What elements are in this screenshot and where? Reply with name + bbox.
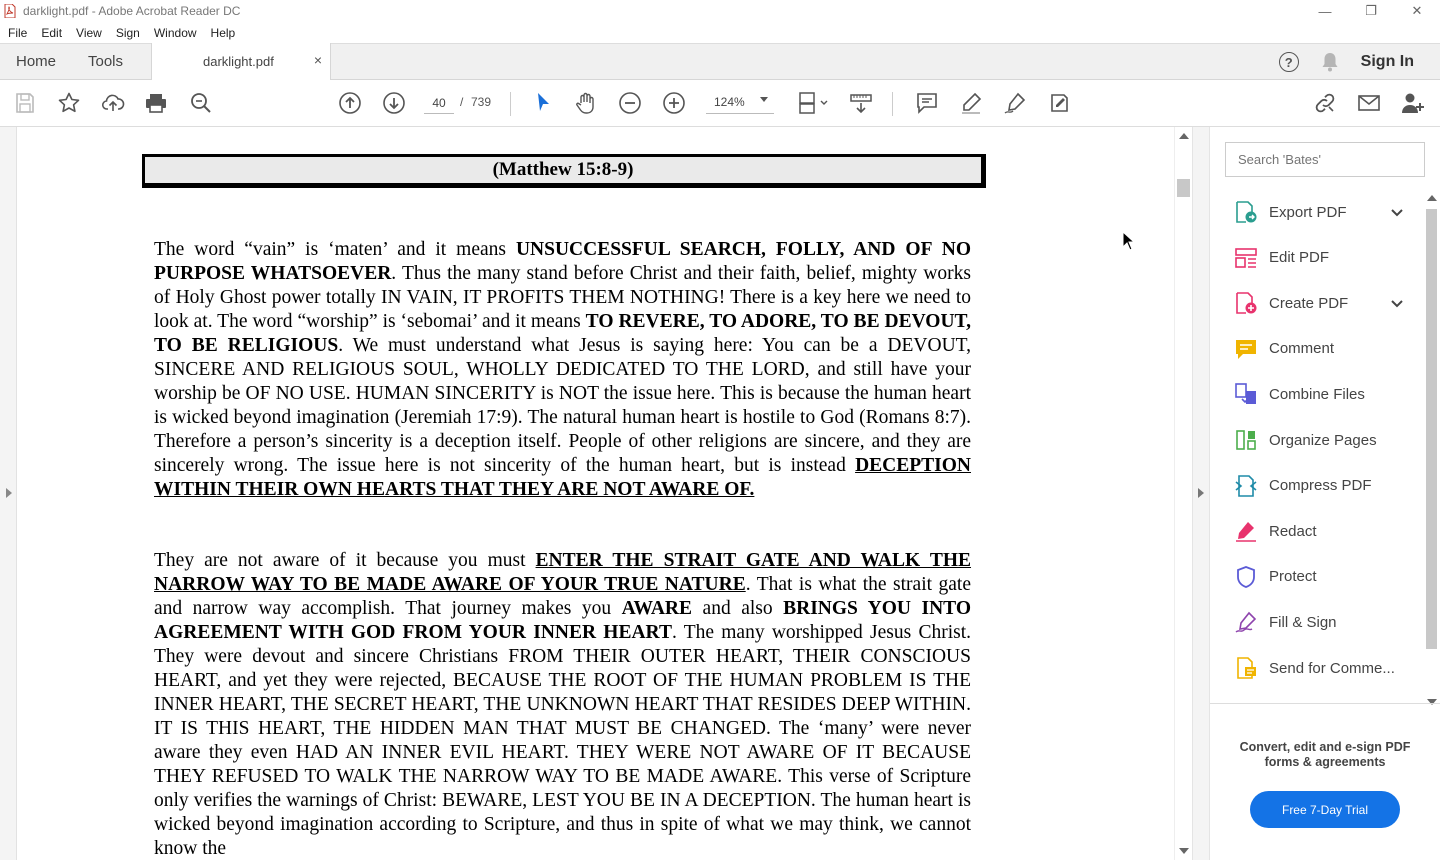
tool-item-redact[interactable] [1234,516,1414,546]
share-link-icon[interactable] [1312,90,1338,116]
scroll-mode-icon[interactable] [848,90,874,116]
text-run: The word “vain” is ‘maten’ and it means [154,239,516,260]
toolbar-divider [892,92,893,116]
chevron-down-icon[interactable] [1390,296,1404,313]
menu-edit[interactable]: Edit [41,25,63,40]
combine-files-icon [1234,382,1258,406]
search-zoom-icon[interactable] [188,90,214,116]
tool-item-label: Edit PDF [1269,249,1330,267]
tool-item-label: Compress PDF [1269,477,1372,495]
tool-item-label: Comment [1269,340,1335,358]
chevron-down-icon[interactable] [1390,205,1404,222]
compress-pdf-icon [1234,474,1258,498]
minimize-button[interactable]: — [1318,3,1332,19]
bold-text-run: AWARE [621,598,693,619]
underlined-text-run: DECEPTION WITHIN THEIR OWN HEARTS THAT THEY ARE NOT AWARE OF. [154,455,971,500]
tools-search-input[interactable] [1225,142,1425,177]
restore-button[interactable]: ❐ [1365,3,1377,18]
zoom-out-icon[interactable] [617,90,643,116]
tool-item-organize-pages[interactable] [1234,425,1414,455]
export-pdf-icon [1234,200,1258,224]
right-pane-toggle[interactable] [1192,127,1210,860]
chevron-down-icon [760,97,768,102]
menu-window[interactable]: Window [153,25,197,40]
tab-bar [0,43,1440,80]
zoom-in-icon[interactable] [661,90,687,116]
document-paragraph-2 [154,549,971,860]
collapse-right-pane-icon [1198,488,1204,498]
comment-note-icon[interactable] [914,90,940,116]
scripture-reference-box: (Matthew 15:8-9) [142,154,986,188]
page-total: 739 [471,95,492,109]
page-number-input[interactable] [424,92,454,114]
tool-item-protect[interactable] [1234,562,1414,592]
upload-cloud-icon[interactable] [100,90,126,116]
edit-pdf-icon [1234,246,1258,270]
tool-item-label: Organize Pages [1269,431,1377,449]
left-panel-toggle[interactable] [0,127,17,860]
menu-bar [0,22,1440,43]
scroll-thumb[interactable] [1177,179,1190,197]
mouse-cursor-icon [1122,231,1136,251]
close-tab-icon[interactable]: × [313,52,322,68]
pdf-page [18,127,1174,860]
toolbar-divider [510,92,511,116]
edit-share-icon[interactable] [1046,90,1072,116]
save-icon[interactable] [12,90,38,116]
protect-icon [1234,565,1258,589]
scroll-up-arrow-icon[interactable] [1427,195,1437,201]
tool-item-create-pdf[interactable] [1234,288,1414,318]
text-run: . We must understand what Jesus is saying here: You can be a DEVOUT, SINCERE AND RELIGIOUS SOUL, WHOLLY DEDICATED TO THE LORD, and still have your worship be OF NO USE. HUMAN SINCERITY is NOT the issue here. This is because the human heart is wicked beyond imagination (Jeremiah 17:9). The natural human heart is hostile to God (Romans 8:7). Therefore a person’s sincerity is a deception itself. People of other religions are sincere, and they are sincerely wrong. The issue here is not sincerity of the human heart, but is instead [154,335,972,476]
email-icon[interactable] [1356,90,1382,116]
notification-bell-icon[interactable] [1321,52,1339,72]
menu-sign[interactable]: Sign [115,25,140,40]
tab-tools[interactable]: Tools [88,53,124,70]
tool-item-compress-pdf[interactable] [1234,471,1414,501]
tool-item-edit-pdf[interactable] [1234,243,1414,273]
menu-view[interactable]: View [76,25,102,40]
text-run: They are not aware of it because you must [154,550,536,571]
tab-bar-right [1279,44,1440,80]
window-title: darklight.pdf - Adobe Acrobat Reader DC [23,4,241,18]
expand-left-panel-icon [6,488,12,498]
tab-home[interactable]: Home [16,53,57,70]
bold-text-run: TO REVERE, TO ADORE, TO BE DEVOUT, TO BE RELIGIOUS [154,311,971,356]
title-bar [0,0,1440,22]
text-run: and also [692,598,784,619]
text-run: . That is what the strait gate and narrow way accomplish. That journey makes you [154,574,971,619]
tool-item-label: Create PDF [1269,294,1349,312]
highlight-pen-icon[interactable] [958,90,984,116]
tool-item-send-for-comment[interactable] [1234,653,1414,683]
bookmark-star-icon[interactable] [56,90,82,116]
free-trial-button[interactable]: Free 7-Day Trial [1250,791,1400,828]
document-vertical-scrollbar[interactable] [1174,127,1192,860]
text-run: . The many worshipped Jesus Christ. They were devout and sincere Christians FROM THEIR OUTER HEART, THEIR CONSCIOUS HEART, and yet they were rejected, BECAUSE THE ROOT OF THE HUMAN PROBLEM IS THE INNER HEART, THE SECRET HEART, THE UNKNOWN HEART THAT RESIDES DEEP WITHIN. IT IS THIS HEART, THE HIDDEN MAN THAT MUST BE CHANGED. The ‘many’ were never aware they even HAD AN INNER EVIL HEART. THEY WERE NOT AWARE OF IT BECAUSE THEY REFUSED TO WALK THE NARROW WAY TO BE MADE AWARE. This verse of Scripture only verifies the warnings of Christ: BEWARE, LEST YOU BE IN A DECEPTION. The human heart is wicked beyond imagination according to Scripture, and thus in spite of what we may think, we cannot know the [154,622,971,859]
tools-pane-scrollbar[interactable] [1423,189,1440,707]
menu-file[interactable]: File [8,25,28,40]
scroll-down-arrow-icon[interactable] [1179,848,1189,854]
tool-item-label: Redact [1269,522,1317,540]
acrobat-app-icon [4,4,16,18]
tab-document[interactable] [151,43,331,81]
tool-item-combine-files[interactable] [1234,379,1414,409]
main-toolbar [0,80,1440,127]
sign-pen-icon[interactable] [1002,90,1028,116]
menu-help[interactable]: Help [210,25,236,40]
previous-page-icon[interactable] [337,90,363,116]
comment-icon [1234,337,1258,361]
scroll-up-arrow-icon[interactable] [1179,133,1189,139]
organize-pages-icon [1234,428,1258,452]
redact-icon [1234,519,1258,543]
print-icon[interactable] [143,90,169,116]
zoom-level-dropdown[interactable] [706,92,774,114]
page-separator: / [460,95,464,109]
tool-item-label: Combine Files [1269,385,1365,403]
select-cursor-icon[interactable] [530,90,556,116]
promo-text: Convert, edit and e-sign PDF forms & agreements [1239,740,1411,769]
scroll-down-arrow-icon[interactable] [1427,699,1437,705]
help-icon[interactable]: ? [1279,52,1299,72]
bold-text-run: BRINGS YOU INTO AGREEMENT WITH GOD FROM YOUR INNER HEART [154,598,971,643]
tool-item-label: Protect [1269,568,1317,586]
document-paragraph-1 [154,238,971,502]
tools-pane [1210,127,1440,860]
tool-item-label: Send for Comme... [1269,659,1395,677]
close-window-button[interactable]: ✕ [1411,3,1423,18]
send-for-comment-icon [1234,656,1258,680]
tool-item-comment[interactable] [1234,334,1414,364]
hand-tool-icon[interactable] [573,90,599,116]
bold-text-run: UNSUCCESSFUL SEARCH, FOLLY, AND OF NO PURPOSE WHATSOEVER [154,239,971,284]
tool-item-export-pdf[interactable] [1234,197,1414,227]
zoom-level-value: 124% [714,95,745,109]
scroll-thumb[interactable] [1426,209,1437,649]
page-fit-icon[interactable] [796,90,830,116]
tool-item-fill-sign[interactable] [1234,607,1414,637]
pane-divider [1210,703,1440,704]
create-pdf-icon [1234,291,1258,315]
sign-in-button[interactable]: Sign In [1360,53,1414,70]
tool-item-label: Fill & Sign [1269,613,1337,631]
fill-sign-icon [1234,610,1258,634]
next-page-icon[interactable] [381,90,407,116]
document-tab-title: darklight.pdf [203,54,274,69]
underlined-text-run: ENTER THE STRAIT GATE AND WALK THE NARROW WAY TO BE MADE AWARE OF YOUR TRUE NATURE [154,550,972,595]
window-controls [1302,0,1440,22]
text-run: . Thus the many stand before Christ and their faith, belief, mighty works of Holy Ghost power totally IN VAIN, IT PROFITS THEM NOTHING! There is a key here we need to look at. The word “worship” is ‘sebomai’ and it means [154,263,971,332]
tool-item-label: Export PDF [1269,203,1347,221]
add-user-icon[interactable] [1400,90,1426,116]
